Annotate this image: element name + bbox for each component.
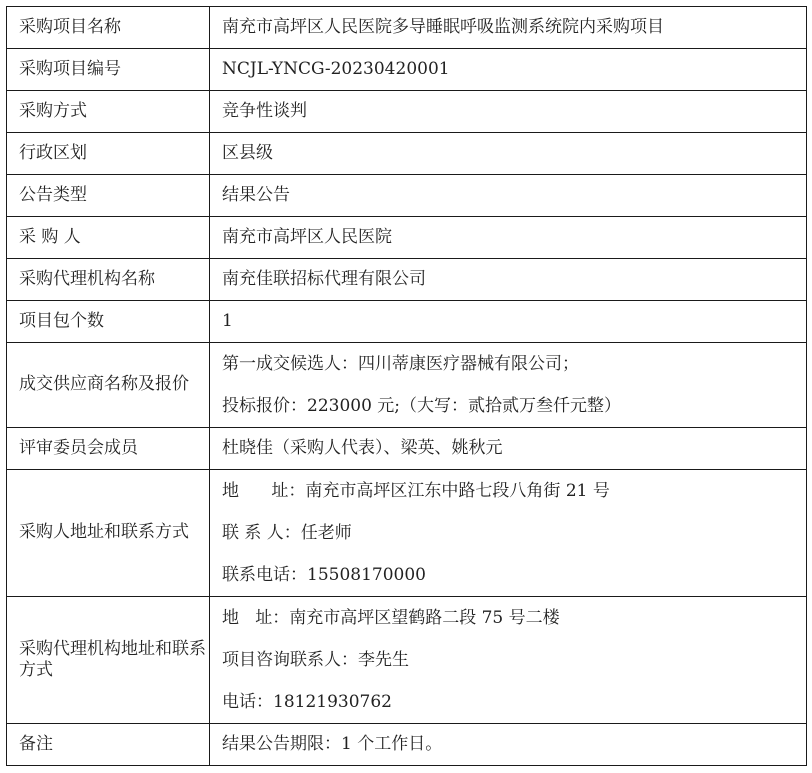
label-notice-type: 公告类型	[7, 175, 210, 217]
row-project-number	[7, 49, 807, 91]
label-remarks: 备注	[7, 724, 210, 766]
label-purchaser-contact: 采购人地址和联系方式	[7, 470, 210, 597]
purchaser-phone-line: 联系电话：15508170000	[222, 565, 426, 585]
purchaser-address-line: 地 址：南充市高坪区江东中路七段八角街 21 号	[222, 481, 610, 501]
value-notice-type: 结果公告	[210, 175, 807, 217]
label-procurement-method: 采购方式	[7, 91, 210, 133]
purchaser-contact-person-line: 联 系 人：任老师	[222, 523, 352, 543]
label-purchaser: 采 购 人	[7, 217, 210, 259]
label-agency-name: 采购代理机构名称	[7, 259, 210, 301]
row-agency-contact	[7, 597, 807, 724]
row-package-count	[7, 301, 807, 343]
bid-price-line: 投标报价：223000 元;（大写：贰拾贰万叁仟元整）	[222, 396, 622, 416]
value-review-committee: 杜晓佳（采购人代表）、梁英、姚秋元	[210, 428, 807, 470]
value-admin-division: 区县级	[210, 133, 807, 175]
value-supplier-quote	[210, 343, 807, 428]
supplier-name-line: 第一成交候选人：四川蒂康医疗器械有限公司；	[222, 354, 579, 374]
value-purchaser-contact	[210, 470, 807, 597]
agency-contact-person-line: 项目咨询联系人：李先生	[222, 650, 409, 670]
value-agency-name: 南充佳联招标代理有限公司	[210, 259, 807, 301]
row-notice-type	[7, 175, 807, 217]
label-package-count: 项目包个数	[7, 301, 210, 343]
row-supplier-quote	[7, 343, 807, 428]
row-review-committee	[7, 428, 807, 470]
value-procurement-method: 竞争性谈判	[210, 91, 807, 133]
row-purchaser	[7, 217, 807, 259]
value-agency-contact	[210, 597, 807, 724]
row-remarks	[7, 724, 807, 766]
label-supplier-quote: 成交供应商名称及报价	[7, 343, 210, 428]
row-agency-name	[7, 259, 807, 301]
row-procurement-method	[7, 91, 807, 133]
value-project-number: NCJL-YNCG-20230420001	[210, 49, 807, 91]
value-package-count: 1	[210, 301, 807, 343]
procurement-result-table	[6, 6, 807, 766]
row-admin-division	[7, 133, 807, 175]
label-project-name: 采购项目名称	[7, 7, 210, 49]
agency-address-line: 地 址：南充市高坪区望鹤路二段 75 号二楼	[222, 608, 560, 628]
value-remarks: 结果公告期限：1 个工作日。	[210, 724, 807, 766]
label-project-number: 采购项目编号	[7, 49, 210, 91]
label-agency-contact: 采购代理机构地址和联系方式	[7, 597, 210, 724]
label-review-committee: 评审委员会成员	[7, 428, 210, 470]
row-project-name	[7, 7, 807, 49]
value-purchaser: 南充市高坪区人民医院	[210, 217, 807, 259]
agency-phone-line: 电话：18121930762	[222, 692, 392, 712]
label-admin-division: 行政区划	[7, 133, 210, 175]
row-purchaser-contact	[7, 470, 807, 597]
value-project-name: 南充市高坪区人民医院多导睡眠呼吸监测系统院内采购项目	[210, 7, 807, 49]
